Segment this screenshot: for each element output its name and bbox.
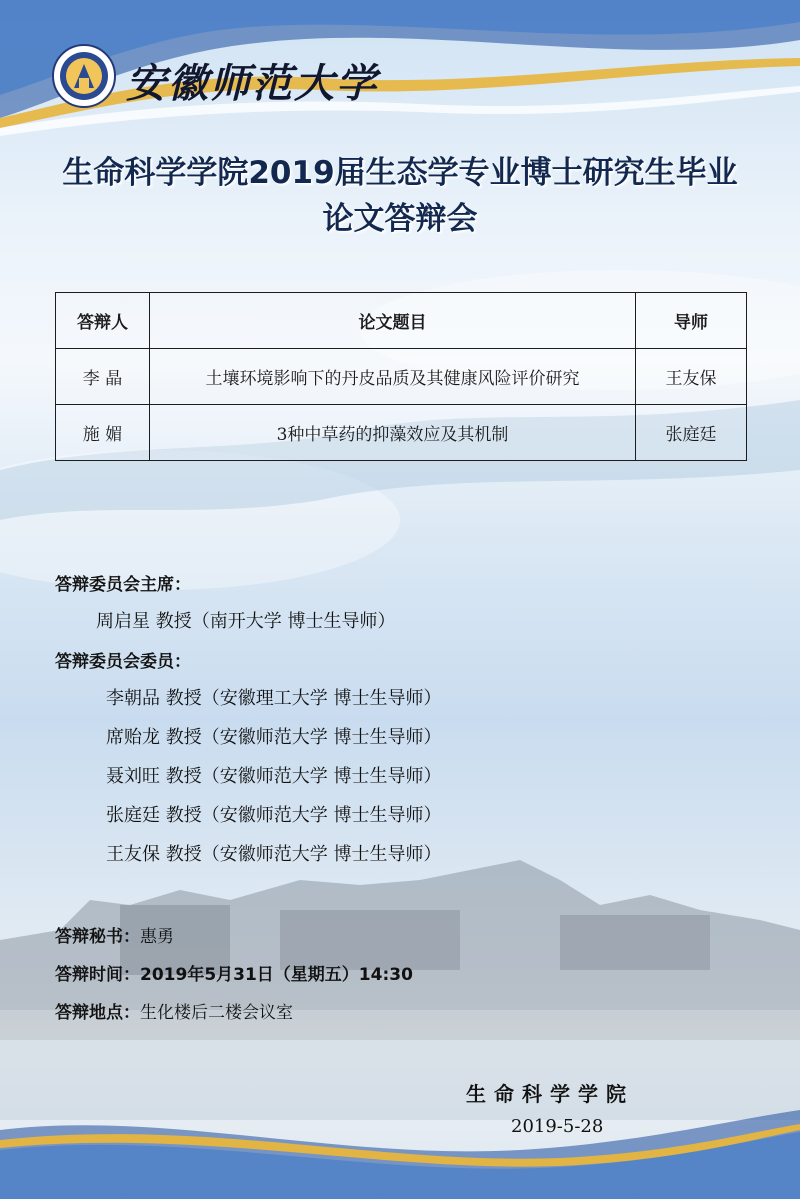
table-row (56, 349, 747, 405)
committee-member: 聂刘旺 教授（安徽师范大学 博士生导师） (106, 766, 442, 787)
committee-member: 李朝品 教授（安徽理工大学 博士生导师） (106, 688, 442, 709)
topic-cell: 土壤环境影响下的丹皮品质及其健康风险评价研究 (150, 349, 636, 405)
page-title (40, 150, 760, 242)
secretary-value: 惠勇 (140, 927, 174, 947)
table-row (56, 405, 747, 461)
title-line-2: 论文答辩会 (322, 201, 478, 237)
place-label: 答辩地点： (55, 1003, 140, 1023)
university-seal-icon (52, 44, 116, 108)
header-candidate: 答辩人 (56, 293, 150, 349)
committee-member: 王友保 教授（安徽师范大学 博士生导师） (106, 844, 442, 865)
issue-date: 2019-5-28 (511, 1116, 604, 1137)
university-name: 安徽师范大学 (126, 60, 378, 107)
place-row (55, 998, 293, 1023)
committee-chair-label: 答辩委员会主席： (55, 575, 191, 595)
advisor-cell: 王友保 (636, 349, 747, 405)
committee-chair: 周启星 教授（南开大学 博士生导师） (96, 611, 396, 632)
time-row (55, 960, 413, 985)
time-label: 答辩时间： (55, 965, 140, 985)
secretary-row (55, 922, 174, 947)
table-header-row (56, 293, 747, 349)
header-topic: 论文题目 (150, 293, 636, 349)
candidate-cell: 李 晶 (56, 349, 150, 405)
header-advisor: 导师 (636, 293, 747, 349)
issuing-organization: 生命科学学院 (466, 1082, 634, 1106)
secretary-label: 答辩秘书： (55, 927, 140, 947)
place-value: 生化楼后二楼会议室 (140, 1003, 293, 1023)
committee-members-label: 答辩委员会委员： (55, 652, 191, 672)
candidate-cell: 施 媚 (56, 405, 150, 461)
topic-cell: 3种中草药的抑藻效应及其机制 (150, 405, 636, 461)
time-value: 2019年5月31日（星期五）14:30 (140, 965, 413, 985)
title-line-1: 生命科学学院2019届生态学专业博士研究生毕业 (62, 155, 738, 191)
thesis-table (55, 292, 747, 461)
committee-member: 席贻龙 教授（安徽师范大学 博士生导师） (106, 727, 442, 748)
committee-member: 张庭廷 教授（安徽师范大学 博士生导师） (106, 805, 442, 826)
advisor-cell: 张庭廷 (636, 405, 747, 461)
